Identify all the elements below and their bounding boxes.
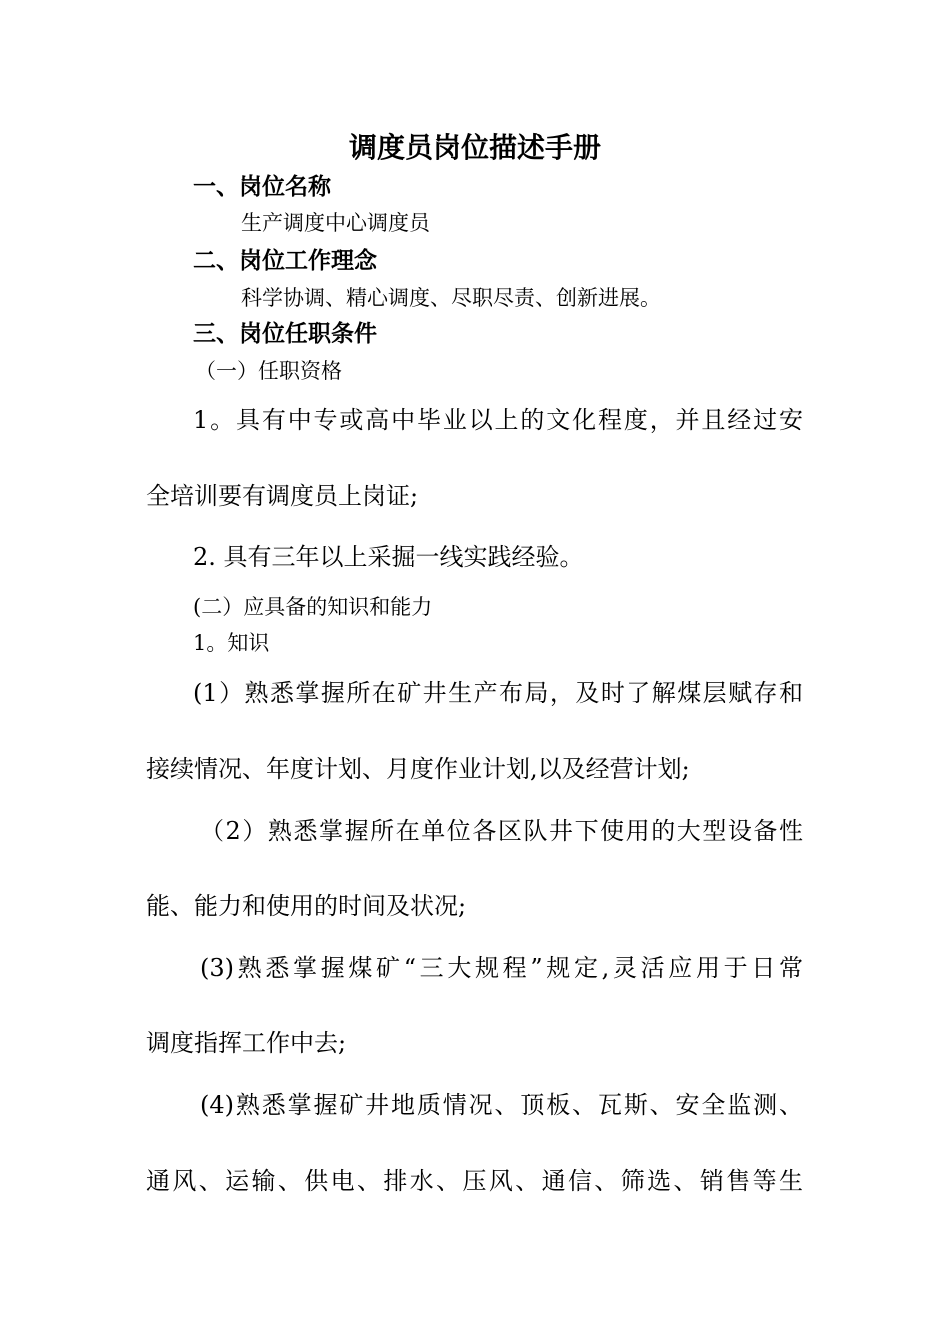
knowledge-item-3-line-2: 调度指挥工作中去;: [146, 1029, 347, 1057]
knowledge-item-1-line-1: (1）熟悉掌握所在矿井生产布局，及时了解煤层赋存和: [193, 679, 803, 707]
knowledge-heading: 1。知识: [193, 631, 270, 655]
knowledge-item-3-line-1: (3)熟悉掌握煤矿“三大规程”规定,灵活应用于日常: [200, 954, 803, 982]
section-heading-work-philosophy: 二、岗位工作理念: [193, 248, 377, 274]
position-name-text: 生产调度中心调度员: [241, 211, 430, 235]
knowledge-item-2-line-1: （2）熟悉掌握所在单位各区队井下使用的大型设备性: [200, 817, 803, 845]
document-title: 调度员岗位描述手册: [348, 131, 601, 164]
knowledge-item-1-line-2: 接续情况、年度计划、月度作业计划,以及经营计划;: [146, 755, 690, 783]
qualification-item-1-line-2: 全培训要有调度员上岗证;: [146, 482, 419, 510]
work-philosophy-text: 科学协调、精心调度、尽职尽责、创新进展。: [241, 286, 661, 310]
subsection-heading-knowledge-ability: (二）应具备的知识和能力: [193, 595, 433, 619]
knowledge-item-4-line-2: 通风、运输、供电、排水、压风、通信、筛选、销售等生: [146, 1167, 803, 1195]
qualification-item-2: 2. 具有三年以上采掘一线实践经验。: [193, 543, 584, 571]
section-heading-position-name: 一、岗位名称: [193, 174, 331, 200]
section-heading-qualifications: 三、岗位任职条件: [193, 321, 377, 347]
subsection-heading-qualification: （一）任职资格: [195, 359, 342, 383]
knowledge-item-2-line-2: 能、能力和使用的时间及状况;: [146, 892, 467, 920]
knowledge-item-4-line-1: (4)熟悉掌握矿井地质情况、顶板、瓦斯、安全监测、: [200, 1091, 803, 1119]
qualification-item-1-line-1: 1。具有中专或高中毕业以上的文化程度，并且经过安: [193, 406, 803, 434]
